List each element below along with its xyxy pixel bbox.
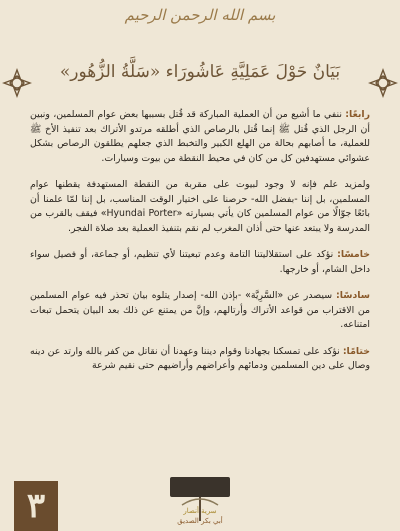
statement-body — [30, 108, 370, 386]
paragraph-fourth — [30, 108, 370, 166]
paragraph-text: ولمزيد علم فإنه لا وجود لبيوت على مقربة من النقطة المستهدفة يقطنها عوام المسلمين، بل إننا -بفضل الله- حرصنا على اختيار الوقت المناسب، بل إننا لمّا علمنا أن بائعًا جوّالًا من عوام المسلمين كان يأتي بسيارته «Hyundai Porter» فيقف بالقرب من المدرسة ولا يبتعد عنها حتى أذان المغرب لم نقم بتنفيذ العملية بعد صلاة الفجر. — [30, 179, 371, 234]
logo-line-2: أبي بكر الصديق — [177, 517, 223, 525]
statement-title: بَيَانٌ حَوْلَ عَمَلِيَّةِ عَاشُورَاء «سَلَّةُ الزُّهُور» — [59, 62, 341, 82]
paragraph-lead: سادسًا: — [335, 290, 370, 301]
basmala: بسم الله الرحمن الرحيم — [124, 6, 276, 24]
page-number: ٣ — [14, 481, 58, 531]
paragraph-fifth — [30, 248, 370, 277]
paragraph-sixth — [30, 289, 370, 333]
paragraph-text: نؤكد على استقلاليتنا التامة وعدم تبعيتنا لأي تنظيم، أو جماعة، أو فصيل سواء داخل الشام، أو خارجها. — [30, 249, 370, 275]
paragraph-lead: خامسًا: — [337, 249, 370, 260]
paragraph-further-info — [30, 178, 370, 236]
paragraph-text: ننفي ما أشيع من أن العملية المباركة قد قُتل بسببها بعض عوام المسلمين، ونبين أن الرجل الذي قُتل ﷺ إنما قُتل بالرصاص الذي أطلقه مرتدو الأتراك بعد تنفيذ الأخ ﷺ للعملية، ما أصابهم بحالة من الهلع الكبير والتخبط الذي جعلهم يطلقون الرصاص بشكل عشوائي مستهدفين كل من كان في محيط النقطة من بيوت وسيارات. — [30, 109, 370, 164]
paragraph-lead: رابعًا: — [345, 109, 370, 120]
ornament-right-icon — [368, 68, 398, 98]
group-logo — [160, 475, 240, 527]
paragraph-text: سيصدر عن «السَّرِيَّة» -بإذن الله- إصدار يتلوه بيان تحذر فيه عوام المسلمين من الاقتراب من قواعد الأتراك وأرتالهم، وإنَّ من يمتنع عن ذلك بعد البيان يتحمل تبعات امتناعه. — [30, 290, 370, 330]
paragraph-closing — [30, 345, 370, 374]
paragraph-lead: ختامًا: — [342, 345, 370, 357]
logo-line-1: سرية أنصار — [183, 507, 217, 515]
ornament-left-icon — [2, 68, 32, 98]
paragraph-text: نؤكد على تمسكنا بجهادنا وقوام ديننا وعهدنا أن نقاتل من كفر بالله وارتد عن دينه وصال على دين المسلمين ودمائهم وأعراضهم وأراضيهم حتى نقيم شرعة — [30, 345, 370, 371]
